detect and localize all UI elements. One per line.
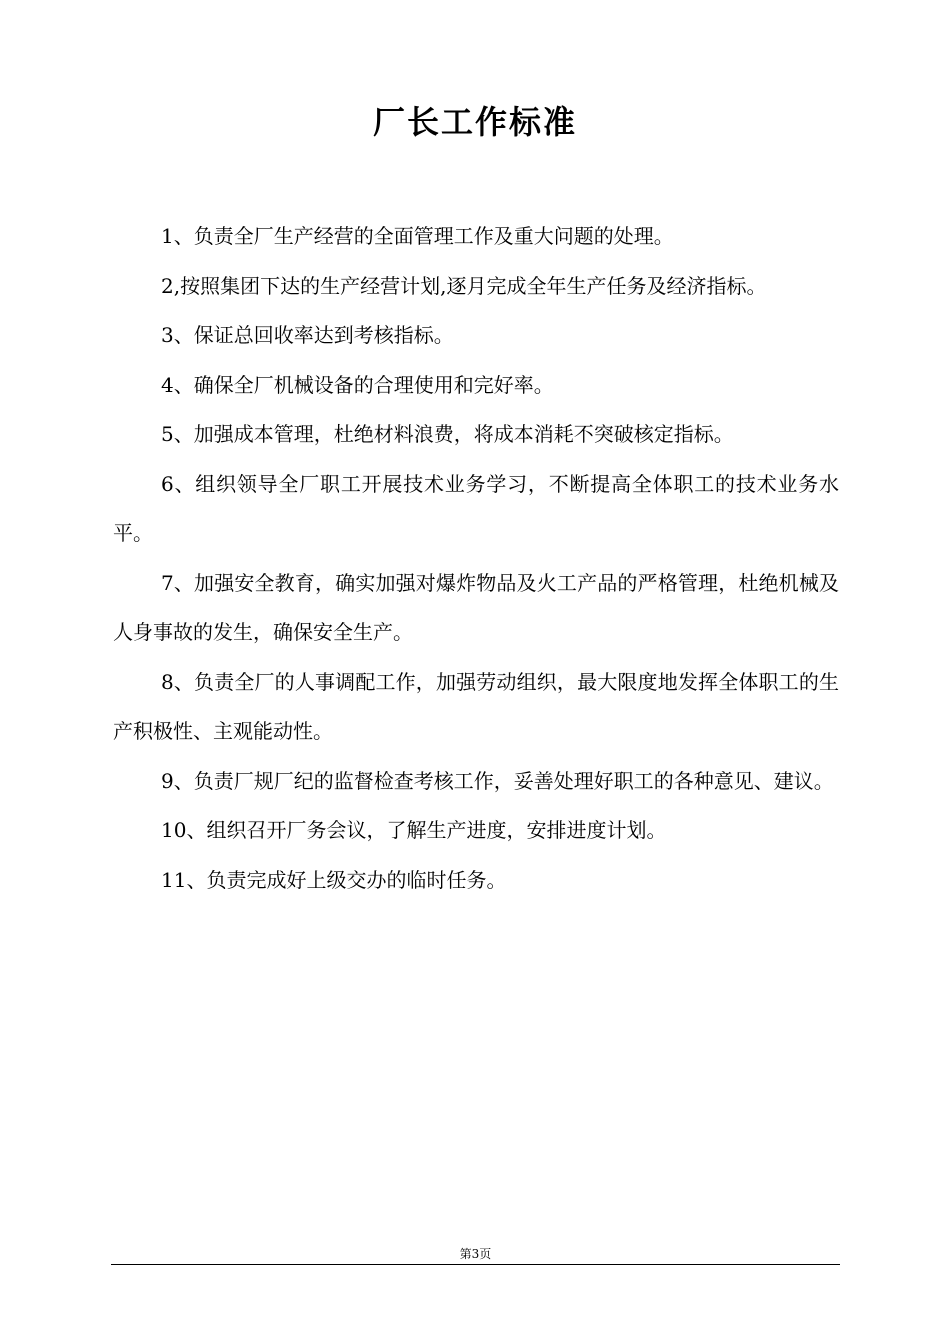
paragraph-7: 7、加强安全教育，确实加强对爆炸物品及火工产品的严格管理，杜绝机械及人身事故的发生，确保安全生产。 xyxy=(113,570,839,644)
footer-divider xyxy=(111,1264,840,1265)
paragraph-6: 6、组织领导全厂职工开展技术业务学习，不断提高全体职工的技术业务水平。 xyxy=(113,471,839,545)
document-title: 厂长工作标准 xyxy=(372,103,577,141)
paragraph-8: 8、负责全厂的人事调配工作，加强劳动组织，最大限度地发挥全体职工的生产积极性、主观能动性。 xyxy=(113,669,839,743)
paragraph-3: 3、保证总回收率达到考核指标。 xyxy=(161,323,454,347)
page-number: 第3页 xyxy=(459,1247,492,1261)
paragraph-1: 1、负责全厂生产经营的全面管理工作及重大问题的处理。 xyxy=(161,224,674,248)
paragraph-5: 5、加强成本管理，杜绝材料浪费，将成本消耗不突破核定指标。 xyxy=(161,422,734,446)
paragraph-9: 9、负责厂规厂纪的监督检查考核工作，妥善处理好职工的各种意见、建议。 xyxy=(161,768,834,793)
paragraph-4: 4、确保全厂机械设备的合理使用和完好率。 xyxy=(161,372,554,397)
document-body xyxy=(113,212,839,905)
paragraph-2: 2,按照集团下达的生产经营计划,逐月完成全年生产任务及经济指标。 xyxy=(161,273,767,298)
paragraph-11: 11、负责完成好上级交办的临时任务。 xyxy=(161,867,507,892)
paragraph-10: 10、组织召开厂务会议，了解生产进度，安排进度计划。 xyxy=(161,818,667,842)
